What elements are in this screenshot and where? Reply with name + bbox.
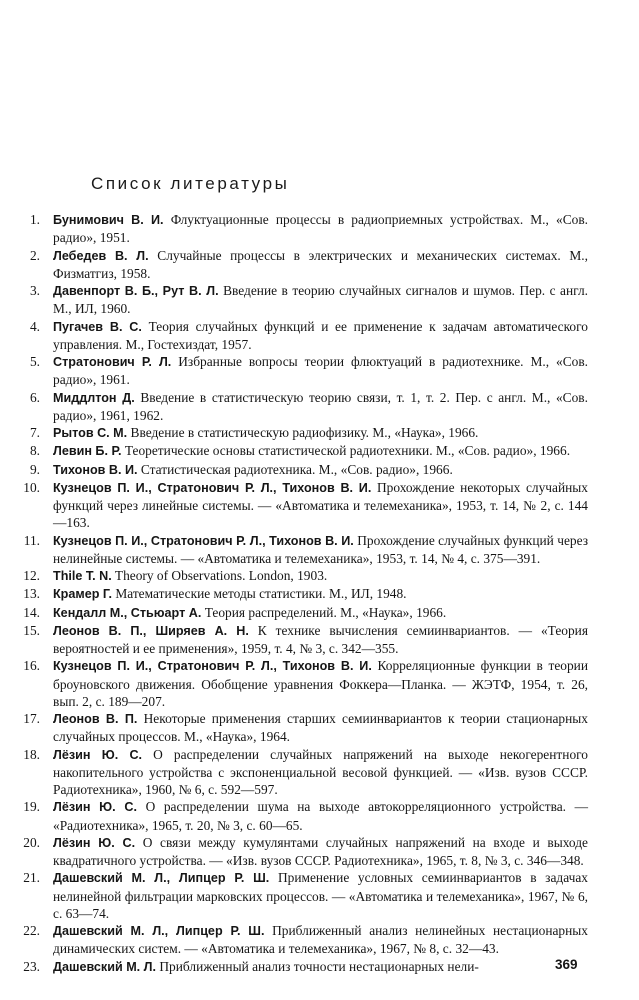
reference-text: Некоторые применения старших семиинвариантов к теории стационарных случайных процессов. М., «Наука», 1964.: [53, 711, 588, 745]
reference-text: Корреляционные функции в теории броуновского движения. Обобщение уравнения Фоккера—Планка. — ЖЭТФ, 1954, т. 26, вып. 2, с. 189—207.: [53, 658, 588, 709]
reference-authors: Лебедев В. Л.: [53, 248, 149, 263]
reference-number: 3.: [29, 283, 40, 298]
reference-number: 9.: [29, 461, 40, 477]
reference-item: [16, 958, 588, 976]
reference-text: Статистическая радиотехника. М., «Сов. радио», 1966.: [140, 461, 453, 477]
reference-authors: Пугачев В. С.: [53, 319, 142, 334]
reference-number: 17.: [23, 711, 40, 726]
reference-text: Введение в статистическую радиофизику. М., «Наука», 1966.: [130, 425, 479, 440]
reference-authors: Миддлтон Д.: [53, 390, 135, 405]
page-number: 369: [555, 957, 578, 972]
reference-number: 21.: [23, 870, 40, 886]
reference-item: [16, 442, 588, 460]
reference-item: [16, 247, 588, 283]
reference-item: [16, 834, 588, 870]
reference-item: [16, 318, 588, 354]
reference-authors: Лёзин Ю. С.: [53, 835, 136, 850]
reference-item: [16, 567, 588, 585]
reference-text: О связи между кумулянтами случайных напряжений на входе и выходе квадратичного устройства. — «Изв. вузов СССР. Радиотехника», 1965, т. 8, № 3, с. 346—348.: [53, 834, 588, 868]
reference-item: [16, 532, 588, 568]
reference-text: Введение в статистическую теорию связи, т. 1, т. 2. Пер. с англ. М., «Сов. радио», 1961, 1962.: [53, 389, 588, 423]
reference-text: Введение в теорию случайных сигналов и шумов. Пер. с англ. М., ИЛ, 1960.: [53, 283, 588, 317]
reference-item: [16, 922, 588, 958]
reference-item: [16, 282, 588, 318]
reference-text: Прохождение случайных функций через нелинейные системы. — «Автоматика и телемеханика», 1953, т. 14, № 4, с. 375—391.: [53, 532, 588, 566]
reference-number: 2.: [29, 247, 40, 263]
reference-item: [16, 424, 588, 442]
reference-text: Флуктуационные процессы в радиоприемных устройствах. М., «Сов. радио», 1951.: [53, 212, 588, 246]
reference-text: К технике вычисления семиинвариантов. — «Теория вероятностей и ее применения», 1959, т. 4, № 3, с. 342—355.: [53, 622, 588, 656]
reference-authors: Кузнецов П. И., Стратонович Р. Л., Тихонов В. И.: [53, 480, 372, 495]
reference-text: Применение условных семиинвариантов в задачах нелинейной фильтрации марковских процессов. — «Автоматика и телемеханика», 1967, № 6, с. 63—74.: [53, 870, 588, 921]
reference-item: [16, 461, 588, 479]
reference-authors: Бунимович В. И.: [53, 213, 164, 227]
reference-item: [16, 710, 588, 746]
reference-authors: Кузнецов П. И., Стратонович Р. Л., Тихонов В. И.: [53, 659, 372, 674]
reference-item: [16, 353, 588, 389]
reference-number: 11.: [23, 532, 40, 548]
reference-text: Теория распределений. М., «Наука», 1966.: [204, 604, 447, 620]
page-title: Список литературы: [91, 174, 290, 193]
reference-authors: Леонов В. П., Ширяев А. Н.: [53, 623, 249, 638]
reference-number: 15.: [23, 622, 40, 638]
reference-text: О распределении шума на выходе автокорреляционного устройства. — «Радиотехника», 1965, т. 20, № 3, с. 60—65.: [53, 799, 588, 833]
reference-authors: Дашевский М. Л.: [53, 959, 157, 974]
reference-authors: Давенпорт В. Б., Рут В. Л.: [53, 284, 219, 298]
reference-text: О распределении случайных напряжений на выходе некогерентного накопительного устройства с экспоненциальной весовой функцией. — «Изв. вузов СССР. Радиотехника», 1960, № 6, с. 592—597.: [53, 746, 588, 797]
reference-text: Случайные процессы в электрических и механических системах. М., Физматгиз, 1958.: [53, 247, 588, 281]
reference-authors: Рытов С. М.: [53, 426, 128, 440]
reference-text: Прохождение некоторых случайных функций через линейные системы. — «Автоматика и телемеханика», 1953, т. 14, № 2, с. 144—163.: [53, 479, 588, 531]
reference-authors: Леонов В. П.: [53, 712, 138, 726]
reference-text: Избранные вопросы теории флюктуаций в радиотехнике. М., «Сов. радио», 1961.: [53, 354, 588, 388]
reference-number: 10.: [23, 479, 40, 495]
reference-authors: Левин Б. Р.: [53, 444, 122, 459]
reference-item: [16, 657, 588, 710]
reference-number: 13.: [23, 586, 40, 602]
reference-text: Математические методы статистики. М., ИЛ, 1948.: [115, 586, 407, 602]
reference-authors: Дашевский М. Л., Липцер Р. Ш.: [53, 871, 270, 886]
reference-number: 22.: [23, 923, 40, 938]
reference-item: [16, 585, 588, 603]
reference-item: [16, 604, 588, 622]
reference-authors: Стратонович Р. Л.: [53, 355, 172, 369]
reference-item: [16, 211, 588, 247]
reference-text: Теоретические основы статистической радиотехники. М., «Сов. радио», 1966.: [124, 443, 571, 459]
reference-text: Теория случайных функций и ее применение к задачам автоматического управления. М., Гостехиздат, 1957.: [53, 318, 588, 352]
reference-number: 14.: [23, 604, 40, 620]
reference-number: 23.: [23, 958, 40, 974]
reference-number: 6.: [29, 389, 40, 405]
reference-item: [16, 798, 588, 834]
reference-number: 5.: [29, 354, 40, 369]
reference-number: 4.: [29, 318, 40, 334]
reference-number: 20.: [23, 834, 40, 850]
reference-item: [16, 869, 588, 922]
reference-number: 16.: [23, 658, 40, 674]
reference-number: 18.: [23, 746, 40, 762]
reference-authors: Кузнецов П. И., Стратонович Р. Л., Тихонов В. И.: [53, 533, 354, 548]
reference-number: 1.: [29, 212, 40, 227]
reference-text: Theory of Observations. London, 1903.: [114, 568, 328, 583]
reference-authors: Крамер Г.: [53, 587, 112, 602]
reference-authors: Thile T. N.: [53, 569, 112, 583]
reference-number: 8.: [29, 443, 40, 459]
reference-authors: Кендалл М., Стьюарт А.: [53, 605, 202, 620]
reference-authors: Дашевский М. Л., Липцер Р. Ш.: [53, 924, 265, 938]
reference-text: Приближенный анализ нелинейных нестационарных динамических систем. — «Автоматика и телемеханика», 1967, № 8, с. 32—43.: [53, 923, 588, 957]
reference-item: [16, 389, 588, 425]
reference-item: [16, 622, 588, 658]
reference-text: Приближенный анализ точности нестационарных нели-: [159, 958, 479, 974]
reference-authors: Лёзин Ю. С.: [53, 747, 143, 762]
reference-authors: Лёзин Ю. С.: [53, 800, 137, 815]
reference-list: [16, 211, 588, 976]
reference-number: 19.: [23, 799, 40, 815]
reference-item: [16, 746, 588, 799]
reference-number: 7.: [29, 425, 40, 440]
reference-item: [16, 479, 588, 532]
reference-authors: Тихонов В. И.: [53, 462, 138, 477]
reference-number: 12.: [23, 568, 40, 583]
